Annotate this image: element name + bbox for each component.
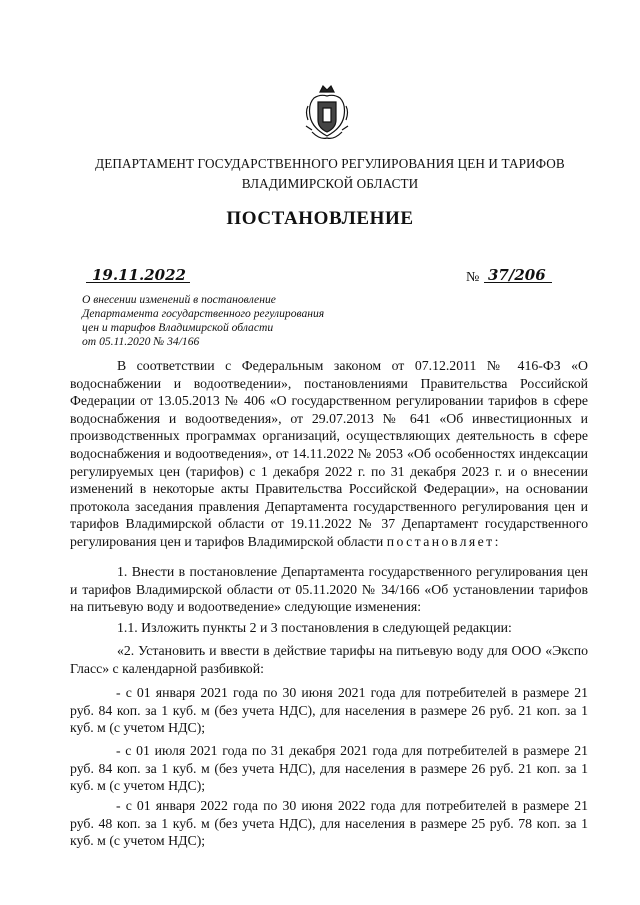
document-number-value: 37/206 <box>488 266 546 284</box>
document-date-value: 19.11.2022 <box>92 266 186 284</box>
preamble-paragraph <box>70 357 588 551</box>
document-date <box>92 266 186 284</box>
tariff-period-3 <box>70 797 588 850</box>
item-2-paragraph <box>70 642 588 677</box>
department-name-line1: ДЕПАРТАМЕНТ ГОСУДАРСТВЕННОГО РЕГУЛИРОВАНИЯ ЦЕН И ТАРИФОВ <box>95 156 565 171</box>
document-number-label: № <box>466 270 480 285</box>
document-type-title: ПОСТАНОВЛЕНИЕ <box>226 208 414 229</box>
item-1-text: 1. Внести в постановление Департамента государственного регулирования цен и тарифов Владимирской области от 05.11.2020 № 34/166 «Об установлении тарифов на питьевую воду и водоотведение» следующие изменения: <box>70 564 588 615</box>
preamble-text: В соответствии с Федеральным законом от 07.12.2011 № 416-ФЗ «О водоснабжении и водоотведении», постановлениями Правительства Российской Федерации от 13.05.2013 № 406 «О государственном регулировании тарифов в сфере водоснабжения и водоотведения», от 29.07.2013 № 641 «Об инвестиционных и производственных программах организаций, осуществляющих деятельность в сфере водоснабжения и водоотведения», от 14.11.2022 № 2053 «Об особенностях индексации регулируемых цен (тарифов) с 1 декабря 2022 г. по 31 декабря 2023 г. и о внесении изменений в некоторые акты Правительства Российской Федерации», на основании протокола заседания правления Департамента государственного регулирования цен и тарифов Владимирской области от 19.11.2022 № 37 Департамент государственного регулирования цен и тарифов Владимирской области <box>70 358 588 549</box>
tariff-period-1-text: - с 01 января 2021 года по 30 июня 2021 года для потребителей в размере 21 руб. 84 коп. за 1 куб. м (без учета НДС), для населения в размере 26 руб. 21 коп. за 1 куб. м (с учетом НДС); <box>70 685 588 736</box>
tariff-period-2-text: - с 01 июля 2021 года по 31 декабря 2021 года для потребителей в размере 21 руб. 84 коп. за 1 куб. м (без учета НДС), для населения в размере 26 руб. 21 коп. за 1 куб. м (с учетом НДС); <box>70 743 588 794</box>
department-name-line2: ВЛАДИМИРСКОЙ ОБЛАСТИ <box>241 176 419 191</box>
subject-line: Департамента государственного регулирования <box>82 307 325 320</box>
tariff-period-3-text: - с 01 января 2022 года по 30 июня 2022 года для потребителей в размере 21 руб. 48 коп. за 1 куб. м (без учета НДС), для населения в размере 25 руб. 78 коп. за 1 куб. м (с учетом НДС); <box>70 798 588 849</box>
subject-line: от 05.11.2020 № 34/166 <box>82 335 200 348</box>
resolution-verb: постановляет: <box>386 533 501 549</box>
tariff-period-1 <box>70 684 588 737</box>
tariff-period-2 <box>70 742 588 795</box>
coat-of-arms-icon <box>302 82 352 142</box>
document-subject <box>82 293 372 349</box>
document-number <box>488 266 546 284</box>
date-underline <box>86 282 190 283</box>
item-2-text: «2. Установить и ввести в действие тарифы на питьевую воду для ООО «Экспо Гласс» с календарной разбивкой: <box>70 643 588 676</box>
item-1-1-text: 1.1. Изложить пункты 2 и 3 постановления в следующей редакции: <box>117 620 512 635</box>
item-1-paragraph <box>70 563 588 616</box>
subject-line: цен и тарифов Владимирской области <box>82 321 274 334</box>
subject-line: О внесении изменений в постановление <box>82 293 276 306</box>
number-underline <box>484 282 552 283</box>
item-1-1-paragraph <box>70 619 588 637</box>
